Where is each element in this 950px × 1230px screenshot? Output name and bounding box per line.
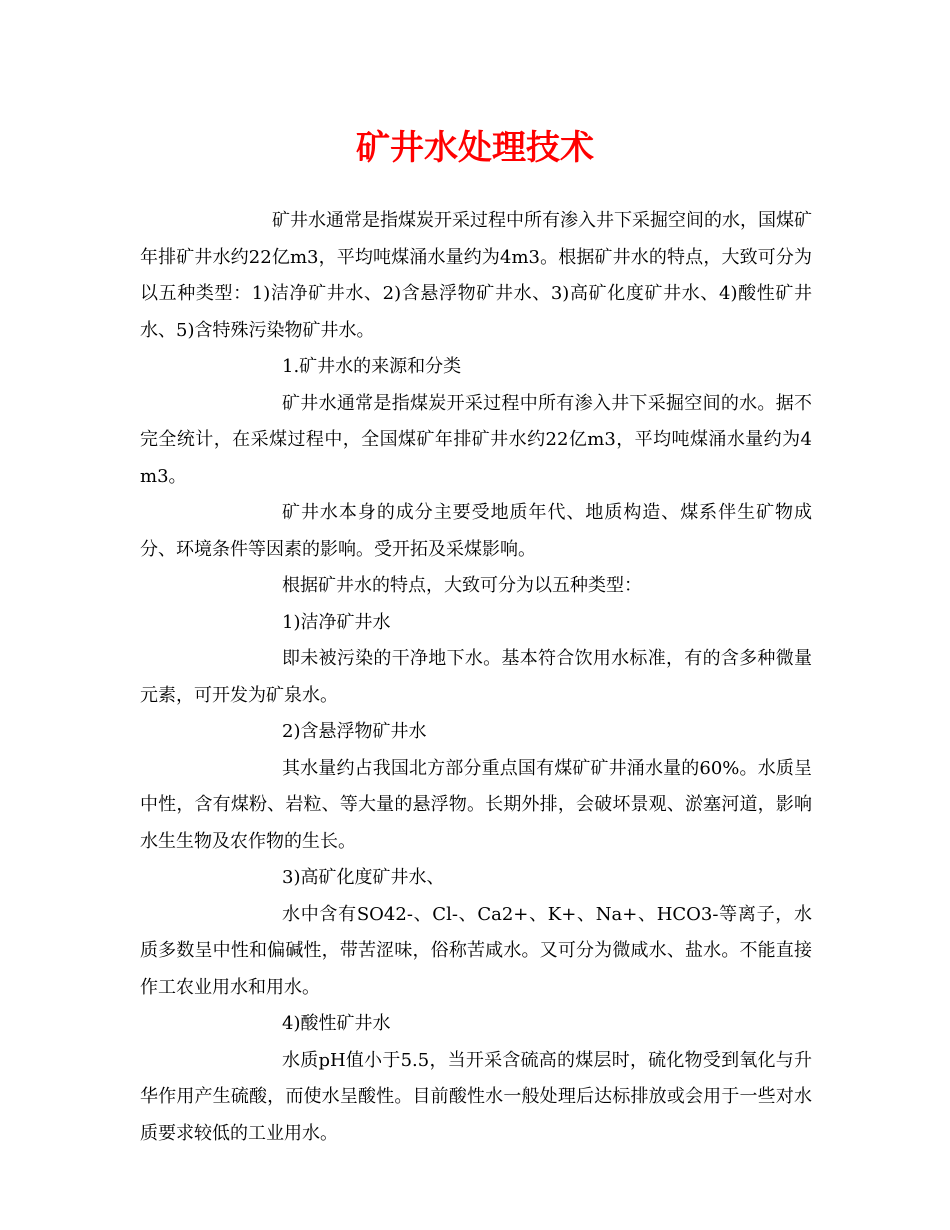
list-item-heading: 3)高矿化度矿井水、 <box>282 867 445 888</box>
body-paragraph: 矿井水本身的成分主要受地质年代、地质构造、煤系伴生矿物成分、环境条件等因素的影响。受开拓及采煤影响。 <box>140 502 812 560</box>
list-item-heading: 4)酸性矿井水 <box>282 1013 391 1034</box>
intro-paragraph: 矿井水通常是指煤炭开采过程中所有渗入井下采掘空间的水，国煤矿年排矿井水约22亿m3，平均吨煤涌水量约为4m3。根据矿井水的特点，大致可分为以五种类型：1)洁净矿井水、2)含悬浮物矿井水、3)高矿化度矿井水、4)酸性矿井水、5)含特殊污染物矿井水。 <box>140 210 812 341</box>
list-item-heading: 1)洁净矿井水 <box>282 611 391 633</box>
body-paragraph: 根据矿井水的特点，大致可分为以五种类型： <box>282 575 642 596</box>
section-heading: 1.矿井水的来源和分类 <box>282 356 462 377</box>
body-paragraph: 水中含有SO42-、Cl-、Ca2+、K+、Na+、HCO3-等离子，水质多数呈中性和偏碱性，带苦涩味，俗称苦咸水。又可分为微咸水、盐水。不能直接作工农业用水和用水。 <box>140 903 812 998</box>
body-paragraph: 矿井水通常是指煤炭开采过程中所有渗入井下采掘空间的水。据不完全统计，在采煤过程中，全国煤矿年排矿井水约22亿m3，平均吨煤涌水量约为4m3。 <box>140 392 812 487</box>
body-paragraph: 其水量约占我国北方部分重点国有煤矿矿井涌水量的60%。水质呈中性，含有煤粉、岩粒、等大量的悬浮物。长期外排，会破坏景观、淤塞河道，影响水生生物及农作物的生长。 <box>140 757 812 852</box>
document-body <box>140 203 812 1152</box>
list-item-heading: 2)含悬浮物矿井水 <box>282 721 427 742</box>
body-paragraph: 水质pH值小于5.5，当开采含硫高的煤层时，硫化物受到氧化与升华作用产生硫酸，而使水呈酸性。目前酸性水一般处理后达标排放或会用于一些对水质要求较低的工业用水。 <box>140 1049 812 1144</box>
document-title: 矿井水处理技术 <box>356 128 594 168</box>
body-paragraph: 即未被污染的干净地下水。基本符合饮用水标准，有的含多种微量元素，可开发为矿泉水。 <box>140 648 812 706</box>
